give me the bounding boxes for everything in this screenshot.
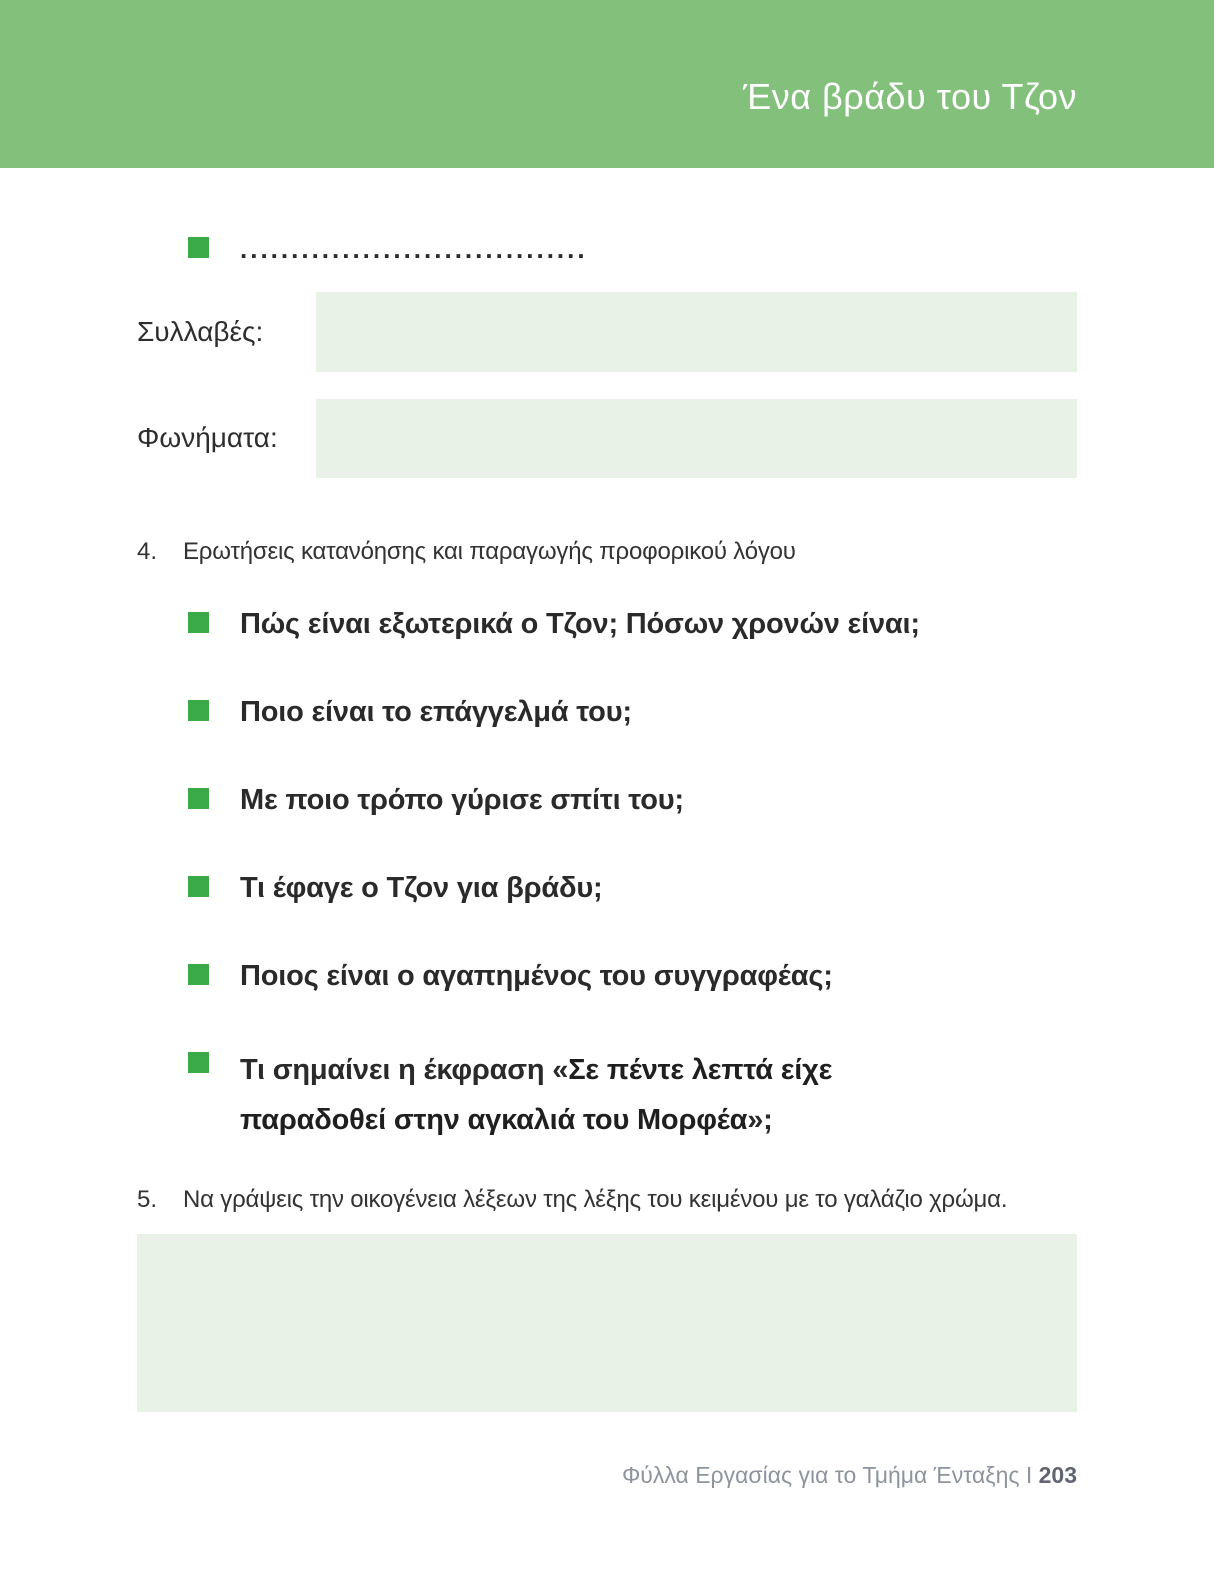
- question-text: Ποιος είναι ο αγαπημένος του συγγραφέας;: [240, 960, 833, 992]
- answer-box-syllables: [316, 292, 1077, 372]
- question-item: [188, 781, 684, 819]
- section-4-title: Ερωτήσεις κατανόησης και παραγωγής προφορικού λόγου: [183, 538, 796, 565]
- footer-text: Φύλλα Εργασίας για το Τμήμα Ένταξης: [621, 1462, 1020, 1488]
- question-text: Με ποιο τρόπο γύρισε σπίτι του;: [240, 784, 684, 816]
- page-title: Ένα βράδυ του Τζον: [742, 76, 1077, 117]
- section-5-heading: [137, 1186, 1097, 1214]
- footer-separator: I: [1025, 1462, 1033, 1488]
- question-text: Ποιο είναι το επάγγελμά του;: [240, 696, 632, 728]
- page-footer: [622, 1462, 1077, 1489]
- write-in-dotted-line: ..................................: [240, 234, 588, 264]
- field-label-syllables: Συλλαβές:: [137, 316, 264, 347]
- section-4-number: 4.: [137, 538, 158, 565]
- question-text-prefix: Τι σημαίνει η έκφραση «: [240, 1054, 569, 1086]
- question-text: [240, 1045, 940, 1145]
- question-item: [188, 605, 920, 643]
- section-5-number: 5.: [137, 1186, 158, 1213]
- bullet-square-icon: [188, 612, 209, 633]
- question-quote: Σε πέντε λεπτά είχε παραδοθεί στην αγκαλιά του Μορφέα: [240, 1054, 833, 1136]
- section-5-title: Να γράψεις την οικογένεια λέξεων της λέξης του κειμένου με το γαλάζιο χρώμα.: [183, 1186, 1008, 1213]
- field-label-phonemes: Φωνήματα:: [137, 422, 278, 453]
- question-text: Τι έφαγε ο Τζον για βράδυ;: [240, 872, 603, 904]
- question-item: [188, 1045, 940, 1145]
- word-write-in-item: [188, 232, 588, 266]
- bullet-square-icon: [188, 700, 209, 721]
- bullet-square-icon: [188, 876, 209, 897]
- answer-box-word-family: [137, 1234, 1077, 1412]
- bullet-square-icon: [188, 237, 209, 258]
- question-item: [188, 693, 632, 731]
- page-header: [0, 0, 1214, 168]
- footer-page-number: 203: [1038, 1462, 1077, 1488]
- section-4-heading: [137, 538, 1097, 566]
- question-text-suffix: »;: [747, 1104, 773, 1136]
- bullet-square-icon: [188, 1052, 209, 1073]
- question-item: [188, 957, 833, 995]
- question-item: [188, 869, 602, 907]
- bullet-square-icon: [188, 788, 209, 809]
- question-text: Πώς είναι εξωτερικά ο Τζον; Πόσων χρονών είναι;: [240, 608, 920, 640]
- bullet-square-icon: [188, 964, 209, 985]
- answer-box-phonemes: [316, 399, 1077, 478]
